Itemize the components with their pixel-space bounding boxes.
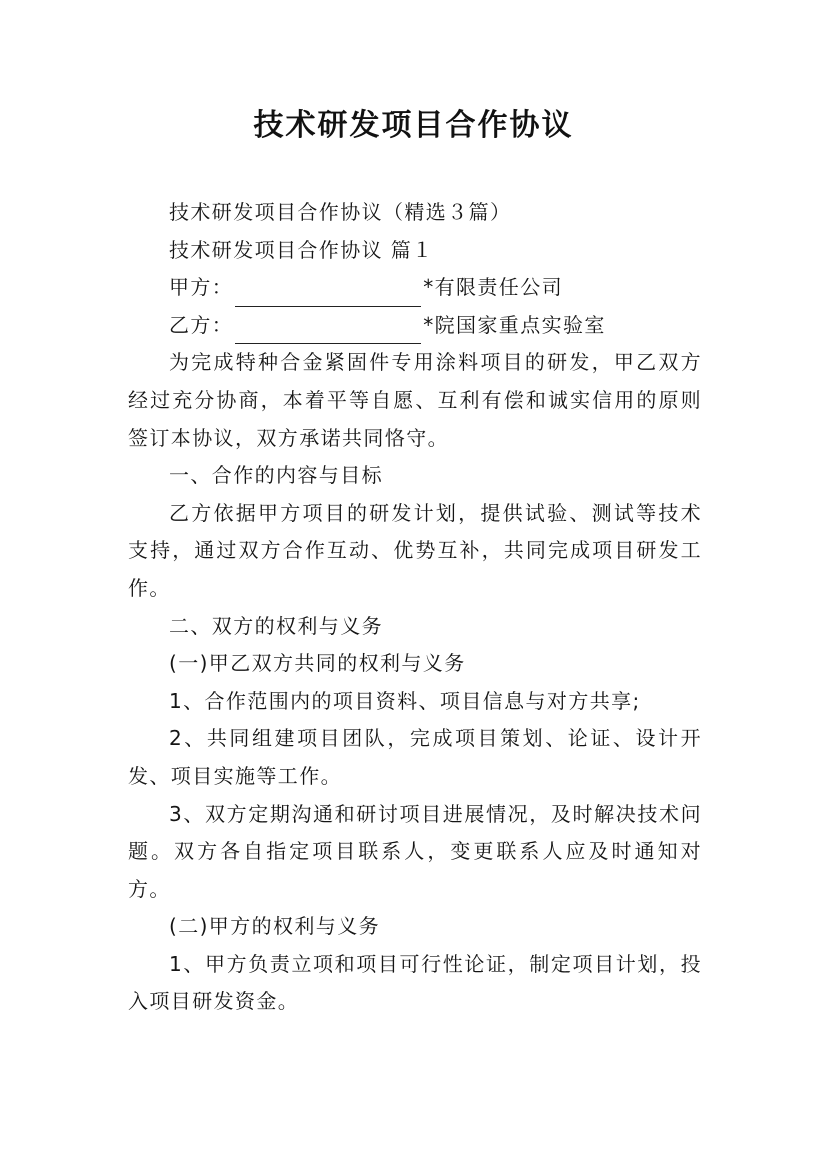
clause-3: 3、双方定期沟通和研讨项目进展情况，及时解决技术问题。双方各自指定项目联系人，变更联系人应及时通知对方。 — [128, 801, 702, 901]
clause-1: 1、合作范围内的项目资料、项目信息与对方共享; — [169, 688, 641, 713]
party-a-line — [128, 269, 702, 307]
paragraph-cooperation: 乙方依据甲方项目的研发计划，提供试验、测试等技术支持，通过双方合作互动、优势互补，共同完成项目研发工作。 — [128, 500, 702, 600]
document-title: 技术研发项目合作协议 — [253, 108, 574, 143]
subsection-heading-2: (二)甲方的权利与义务 — [169, 914, 381, 939]
party-a-label: 甲方： — [169, 275, 234, 300]
party-b-line — [128, 307, 702, 345]
paragraph-intro: 为完成特种合金紧固件专用涂料项目的研发，甲乙双方经过充分协商，本着平等自愿、互利有偿和诚实信用的原则签订本协议，双方承诺共同恪守。 — [128, 350, 702, 450]
clause-a-1: 1、甲方负责立项和项目可行性论证，制定项目计划，投入项目研发资金。 — [128, 951, 702, 1014]
party-b-value: *院国家重点实验室 — [423, 312, 606, 337]
document-body — [128, 194, 702, 1021]
party-b-label: 乙方： — [169, 312, 234, 337]
party-b-blank — [235, 319, 421, 344]
chapter-heading: 技术研发项目合作协议 篇１ — [169, 237, 434, 262]
subsection-heading-1: (一)甲乙双方共同的权利与义务 — [169, 651, 466, 676]
clause-2: 2、共同组建项目团队，完成项目策划、论证、设计开发、项目实施等工作。 — [128, 726, 702, 788]
party-a-value: *有限责任公司 — [423, 275, 564, 300]
document-subtitle: 技术研发项目合作协议（精选３篇） — [169, 200, 512, 224]
section-heading-2: 二、双方的权利与义务 — [169, 613, 383, 638]
party-a-blank — [235, 282, 421, 307]
section-heading-1: 一、合作的内容与目标 — [169, 463, 383, 488]
